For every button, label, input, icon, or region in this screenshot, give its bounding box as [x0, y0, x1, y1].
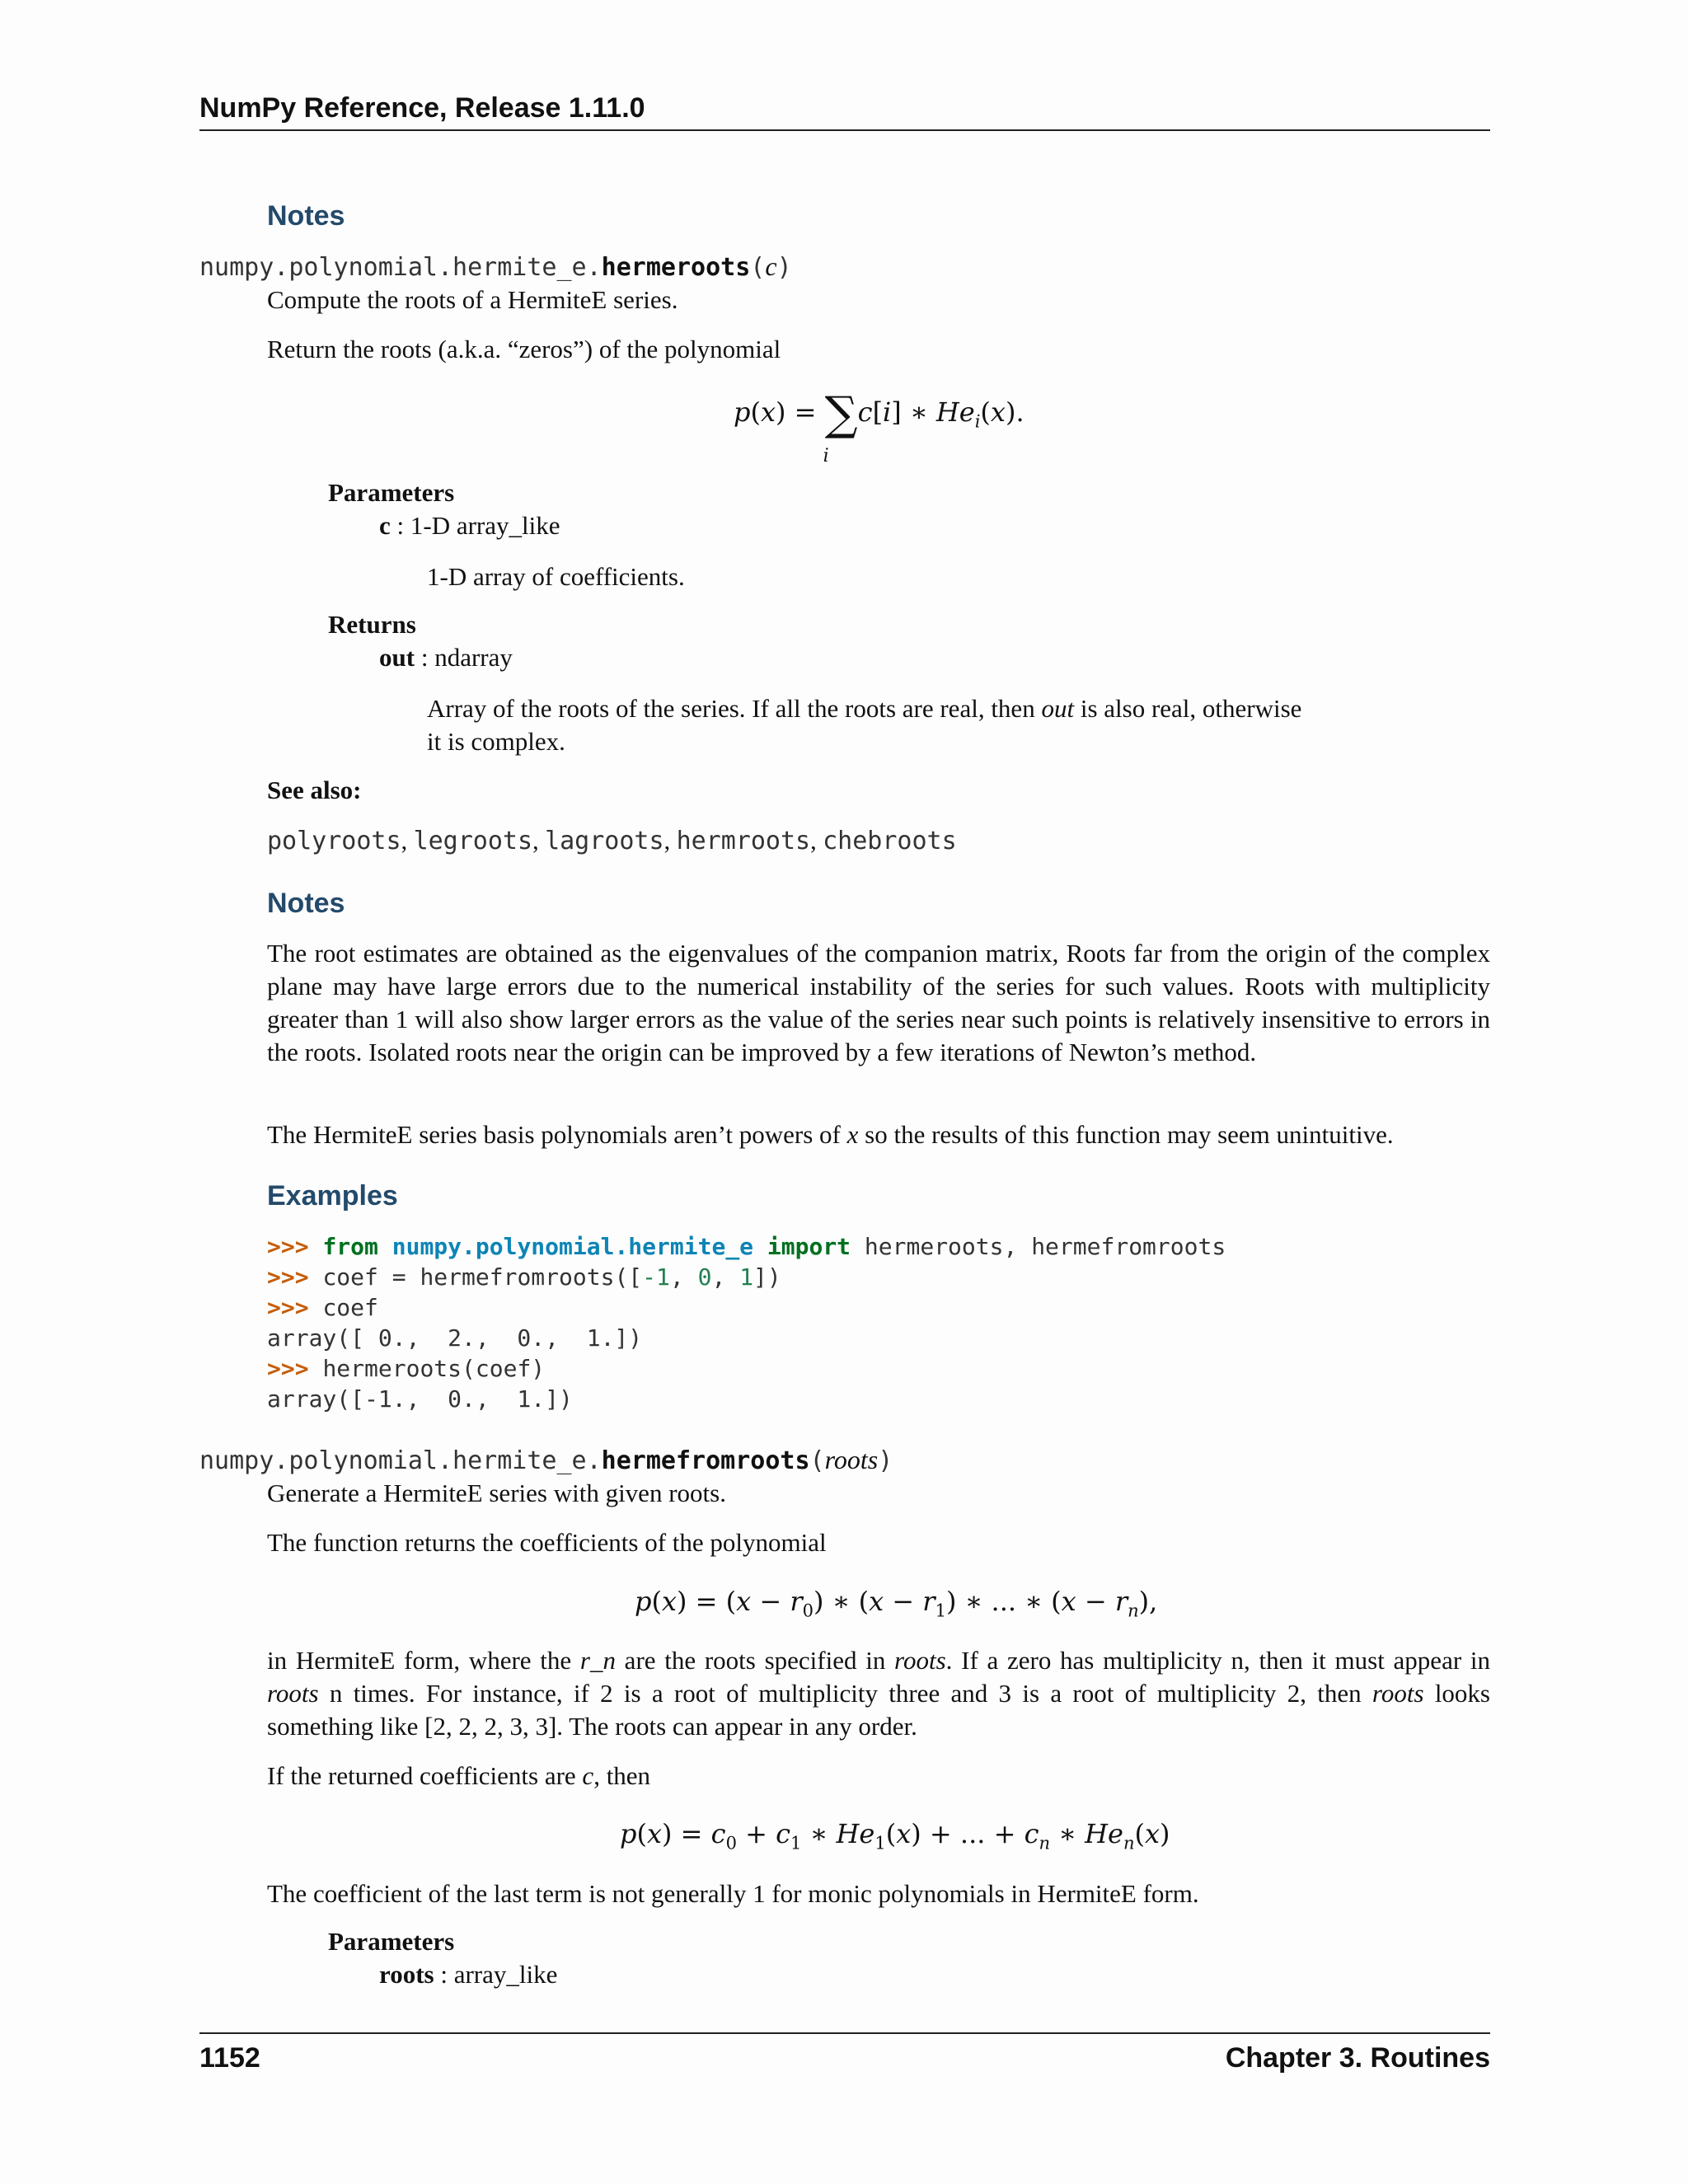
footer-rule — [199, 2032, 1490, 2034]
examples-heading: Examples — [267, 1180, 398, 1212]
notes-paragraph-1: The root estimates are obtained as the eigenvalues of the companion matrix, Roots far from the origin of the complex plane may have large errors due to the numerical instability of the series for such values. Roots with multiplicity greater than 1 will also show larger errors as the value of the series near such points is relatively insensitive to errors in the roots. Isolated roots near the origin can be improved by a few iterations of Newton’s method. — [267, 939, 1490, 1066]
code-number: 0 — [697, 1263, 712, 1291]
code-text: ]) — [753, 1263, 781, 1291]
code-text: , — [669, 1263, 698, 1291]
code-text: coef = hermefromroots([ — [322, 1263, 643, 1291]
sig-prefix: numpy.polynomial.hermite_e. — [199, 253, 602, 282]
return-desc-text-3: it is complex. — [427, 727, 565, 756]
return-desc-text: Array of the roots of the series. If all the roots are real, then — [427, 694, 1042, 723]
p1-text: are the roots specified in — [615, 1646, 895, 1675]
p2-emphasis: c — [582, 1761, 594, 1790]
returns-label: Returns — [328, 610, 416, 639]
see-also-link-hermroots[interactable]: hermroots — [676, 827, 811, 855]
chapter-title: Chapter 3. Routines — [1225, 2042, 1490, 2074]
p1-text: n times. For instance, if 2 is a root of multiplicity three and 3 is a root of multiplicity 2, then — [318, 1679, 1372, 1708]
code-module: numpy.polynomial.hermite_e — [392, 1233, 754, 1260]
see-also-link-polyroots[interactable]: polyroots — [267, 827, 401, 855]
running-header: NumPy Reference, Release 1.11.0 — [199, 92, 645, 124]
code-line — [267, 1292, 1226, 1323]
hermefromroots-paragraph-3: The coefficient of the last term is not generally 1 for monic polynomials in HermiteE form. — [267, 1879, 1199, 1908]
param-c — [379, 511, 560, 541]
see-also-link-lagroots[interactable]: lagroots — [545, 827, 664, 855]
see-also-label: See also: — [267, 776, 362, 804]
hermefromroots-paragraph-1 — [267, 1644, 1490, 1743]
notes-heading: Notes — [267, 888, 345, 919]
notes-p2-emphasis: x — [846, 1120, 859, 1149]
sig-argument: roots — [824, 1445, 879, 1474]
code-prompt: >>> — [267, 1263, 323, 1291]
sig-argument: c — [765, 251, 777, 281]
hermefromroots-signature: numpy.polynomial.hermite_e.hermefromroots(roots) — [199, 1445, 893, 1475]
return-type: : ndarray — [415, 643, 513, 672]
notes-paragraph-2 — [267, 1118, 1490, 1151]
p2-text: , then — [593, 1761, 651, 1790]
p1-text: . If a zero has multiplicity n, then it must appear in — [945, 1646, 1490, 1675]
code-text: , — [711, 1263, 740, 1291]
see-also-link-chebroots[interactable]: chebroots — [823, 827, 957, 855]
hermefromroots-intro: The function returns the coefficients of the polynomial — [267, 1528, 827, 1557]
code-keyword: from — [322, 1233, 378, 1260]
code-prompt: >>> — [267, 1294, 323, 1321]
notes-p2-text: The HermiteE series basis polynomials aren’t powers of — [267, 1120, 847, 1149]
code-prompt: >>> — [267, 1233, 323, 1260]
param-type: : array_like — [434, 1960, 558, 1989]
code-output-line: array([-1., 0., 1.]) — [267, 1385, 573, 1413]
code-number: -1 — [642, 1263, 670, 1291]
code-prompt: >>> — [267, 1355, 323, 1382]
code-line — [267, 1231, 1226, 1262]
see-also-list: polyroots, legroots, lagroots, hermroots, chebroots — [267, 827, 957, 855]
parameters-label: Parameters — [328, 478, 455, 507]
see-also-link-legroots[interactable]: legroots — [413, 827, 533, 855]
return-desc-emphasis: out — [1041, 694, 1075, 723]
p1-text: in HermiteE form, where the — [267, 1646, 580, 1675]
hermeroots-intro: Return the roots (a.k.a. “zeros”) of the polynomial — [267, 335, 781, 363]
hermefromroots-summary: Generate a HermiteE series with given roots. — [267, 1479, 726, 1507]
code-example — [267, 1231, 1226, 1414]
sig-function-name: hermefromroots — [601, 1446, 810, 1475]
equation-product-of-roots: $p(x) = (x - r_0)$ ∗ $(x - r_1)$ ∗ ... ∗ $(x - r_n)$, — [635, 1586, 1158, 1621]
sig-function-name: hermeroots — [601, 253, 751, 282]
notes-p2-text-2: so the results of this function may seem unintuitive. — [858, 1120, 1394, 1149]
header-rule — [199, 129, 1490, 131]
code-line — [267, 1262, 1226, 1292]
return-out — [379, 643, 513, 673]
p1-text: looks something like [2, 2, 2, 3, 3]. The roots can appear in any order. — [267, 1679, 1490, 1741]
return-desc-text-2: is also real, otherwise — [1074, 694, 1302, 723]
hermeroots-signature: numpy.polynomial.hermite_e.hermeroots(c) — [199, 251, 792, 282]
p1-emphasis: roots — [1372, 1679, 1424, 1708]
param-type: : 1-D array_like — [390, 511, 560, 540]
p1-emphasis: r_n — [579, 1646, 616, 1675]
p1-emphasis: roots — [894, 1646, 946, 1675]
code-text: hermeroots, hermefromroots — [864, 1233, 1226, 1260]
p2-text: If the returned coefficients are — [267, 1761, 583, 1790]
p1-emphasis: roots — [267, 1679, 319, 1708]
equation-hermeroots: p(x) = ∑ i c[i] ∗ $He_i(x)$. — [734, 387, 1025, 466]
sig-prefix: numpy.polynomial.hermite_e. — [199, 1446, 602, 1475]
return-name: out — [379, 643, 415, 672]
param-name: roots — [379, 1960, 434, 1989]
code-keyword: import — [767, 1233, 851, 1260]
code-number: 1 — [739, 1263, 754, 1291]
code-text: hermeroots(coef) — [322, 1355, 546, 1382]
notes-heading-top: Notes — [267, 200, 345, 232]
param-name: c — [379, 511, 391, 540]
parameters-label-2: Parameters — [328, 1927, 455, 1956]
return-description — [427, 692, 1416, 758]
code-text: coef — [322, 1294, 378, 1321]
param-c-description: 1-D array of coefficients. — [427, 562, 685, 591]
page-number: 1152 — [199, 2042, 260, 2074]
hermeroots-summary: Compute the roots of a HermiteE series. — [267, 285, 678, 314]
param-roots — [379, 1960, 557, 1990]
code-output-line: array([ 0., 2., 0., 1.]) — [267, 1324, 643, 1352]
code-line — [267, 1353, 1226, 1384]
equation-hermite-series: $p(x) = c_0 + c_1$ ∗ $He_1(x)$ + ... + $c_n$ ∗ $He_n(x)$ — [620, 1818, 1170, 1854]
hermefromroots-paragraph-2 — [267, 1760, 650, 1793]
